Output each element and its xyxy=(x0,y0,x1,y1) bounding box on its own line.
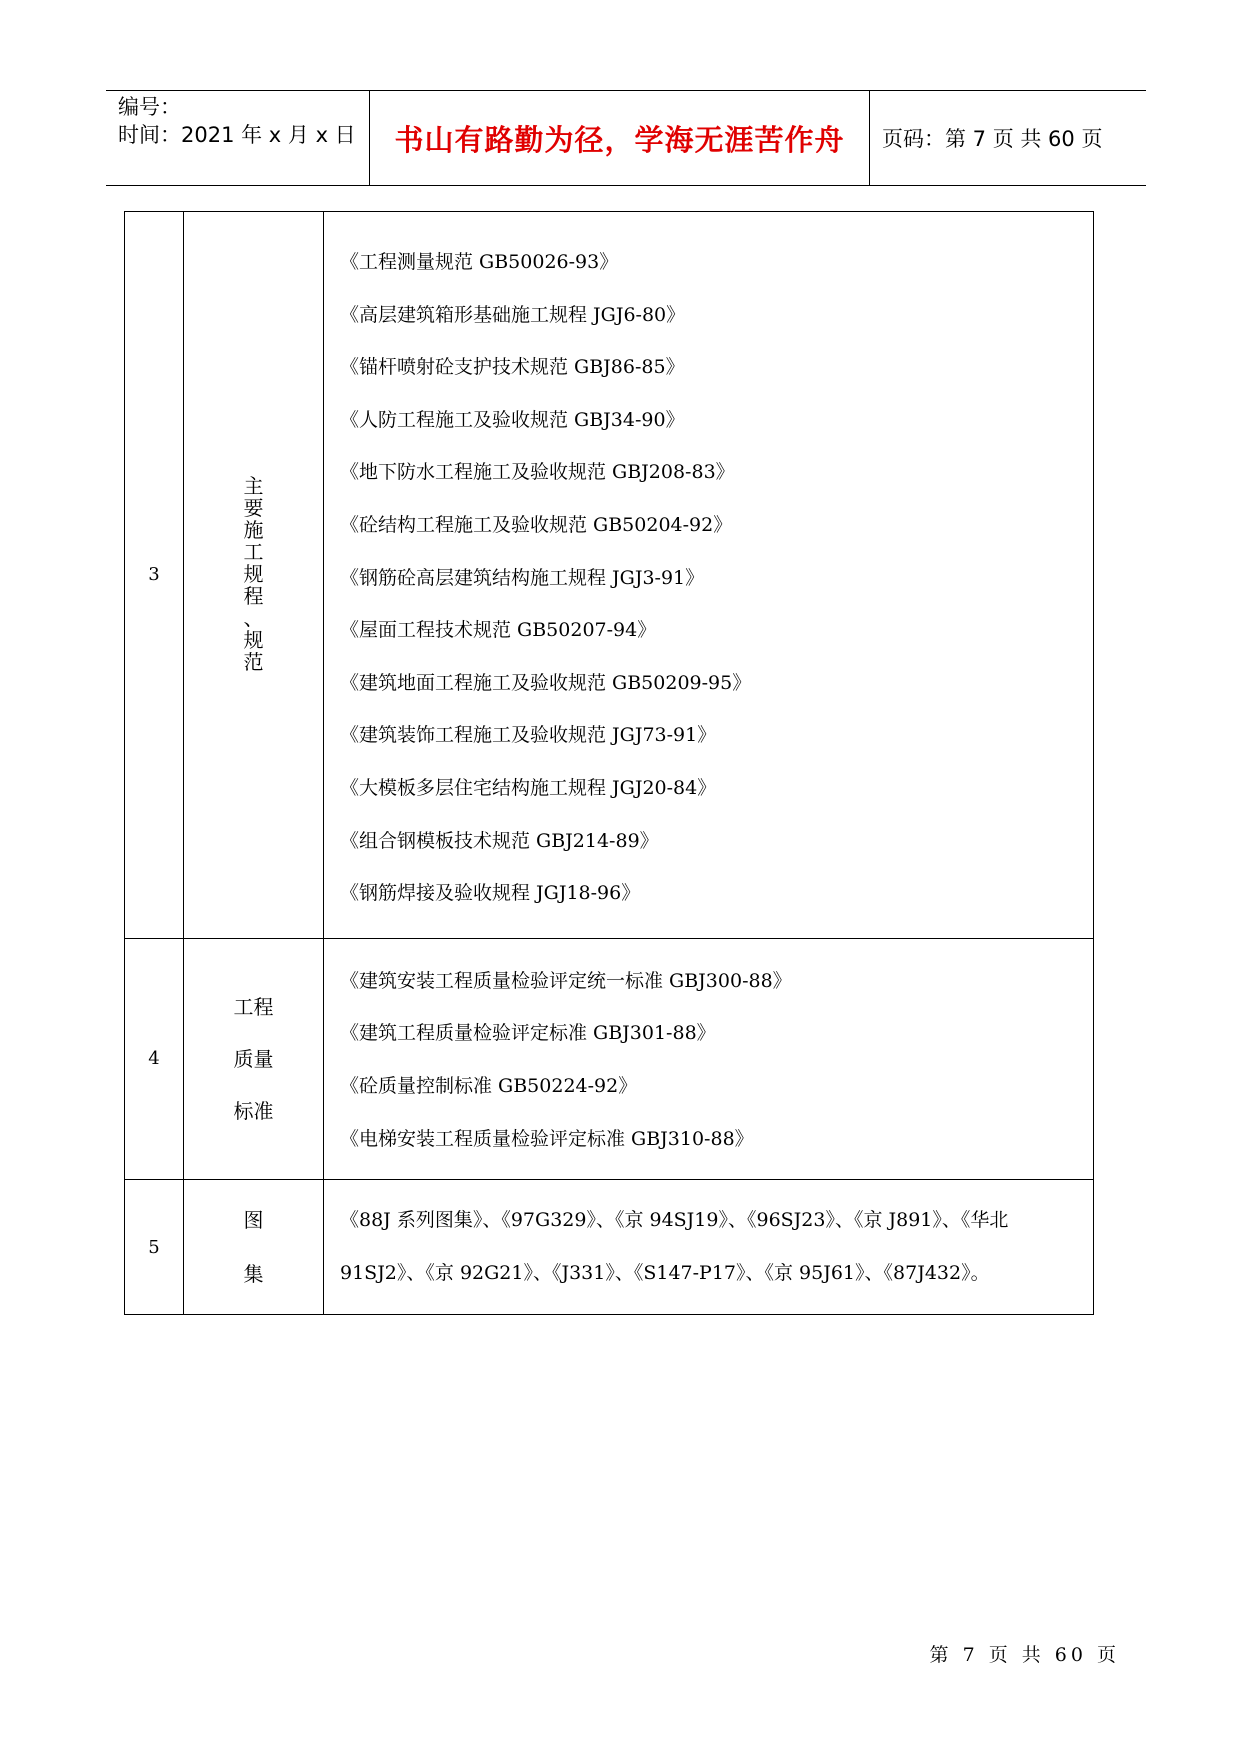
header-page-label: 页码：第 7 页 共 60 页 xyxy=(882,127,1103,151)
list-item: 《锚杆喷射砼支护技术规范 GBJ86-85》 xyxy=(340,356,685,379)
row-number: 5 xyxy=(125,1180,184,1315)
category-char: 规 xyxy=(243,628,264,653)
list-item: 《大模板多层住宅结构施工规程 JGJ20-84》 xyxy=(340,776,717,799)
category-line: 集 xyxy=(243,1262,264,1287)
table-row xyxy=(125,212,1094,939)
list-item: 《砼质量控制标准 GB50224-92》 xyxy=(340,1074,638,1097)
category-char: 主 xyxy=(243,474,264,499)
category-char: 、 xyxy=(243,606,264,631)
row-category xyxy=(184,1180,324,1315)
row-category xyxy=(184,938,324,1179)
row-number: 3 xyxy=(125,212,184,939)
document-number-label: 编号： xyxy=(118,95,181,119)
list-item: 《建筑装饰工程施工及验收规范 JGJ73-91》 xyxy=(340,724,717,747)
header-motto-cell xyxy=(370,91,870,185)
category-char: 程 xyxy=(243,584,264,609)
row-items xyxy=(324,1180,1094,1315)
list-item: 《电梯安装工程质量检验评定标准 GBJ310-88》 xyxy=(340,1127,754,1150)
list-item: 《组合钢模板技术规范 GBJ214-89》 xyxy=(340,829,659,852)
standards-table xyxy=(124,211,1094,1315)
list-item: 《建筑地面工程施工及验收规范 GB50209-95》 xyxy=(340,671,752,694)
atlas-line: 《88J 系列图集》、《97G329》、《京 94SJ19》、《96SJ23》、《京 J891》、《华北 xyxy=(340,1209,1009,1232)
list-item: 《建筑安装工程质量检验评定统一标准 GBJ300-88》 xyxy=(340,969,792,992)
page-header xyxy=(106,90,1146,186)
category-line: 标准 xyxy=(233,1098,274,1123)
category-line: 图 xyxy=(243,1208,264,1233)
document-time-label: 时间：2021 年 x 月 x 日 xyxy=(118,123,356,147)
table-row xyxy=(125,938,1094,1179)
category-line: 工程 xyxy=(233,994,274,1019)
row-items xyxy=(324,212,1094,939)
row-category xyxy=(184,212,324,939)
list-item: 《钢筋砼高层建筑结构施工规程 JGJ3-91》 xyxy=(340,566,705,589)
list-item: 《地下防水工程施工及验收规范 GBJ208-83》 xyxy=(340,461,735,484)
category-char: 要 xyxy=(243,496,264,521)
list-item: 《钢筋焊接及验收规程 JGJ18-96》 xyxy=(340,882,641,905)
list-item: 《建筑工程质量检验评定标准 GBJ301-88》 xyxy=(340,1022,716,1045)
row-items xyxy=(324,938,1094,1179)
table-row xyxy=(125,1180,1094,1315)
header-motto: 书山有路勤为径，学海无涯苦作舟 xyxy=(394,122,845,157)
list-item: 《高层建筑箱形基础施工规程 JGJ6-80》 xyxy=(340,303,686,326)
atlas-line: 91SJ2》、《京 92G21》、《J331》、《S147-P17》、《京 95J61》、《87J432》。 xyxy=(340,1262,990,1285)
header-meta xyxy=(106,91,370,185)
category-char: 规 xyxy=(243,562,264,587)
row-number: 4 xyxy=(125,938,184,1179)
list-item: 《砼结构工程施工及验收规范 GB50204-92》 xyxy=(340,513,733,536)
category-char: 范 xyxy=(243,650,264,675)
category-line: 质量 xyxy=(233,1046,274,1071)
page-footer: 第 7 页 共 60 页 xyxy=(929,1644,1120,1666)
category-vertical-text xyxy=(244,475,264,673)
category-char: 施 xyxy=(243,518,264,543)
list-item: 《人防工程施工及验收规范 GBJ34-90》 xyxy=(340,408,685,431)
category-char: 工 xyxy=(243,540,264,565)
list-item: 《工程测量规范 GB50026-93》 xyxy=(340,251,619,273)
list-item: 《屋面工程技术规范 GB50207-94》 xyxy=(340,619,657,642)
